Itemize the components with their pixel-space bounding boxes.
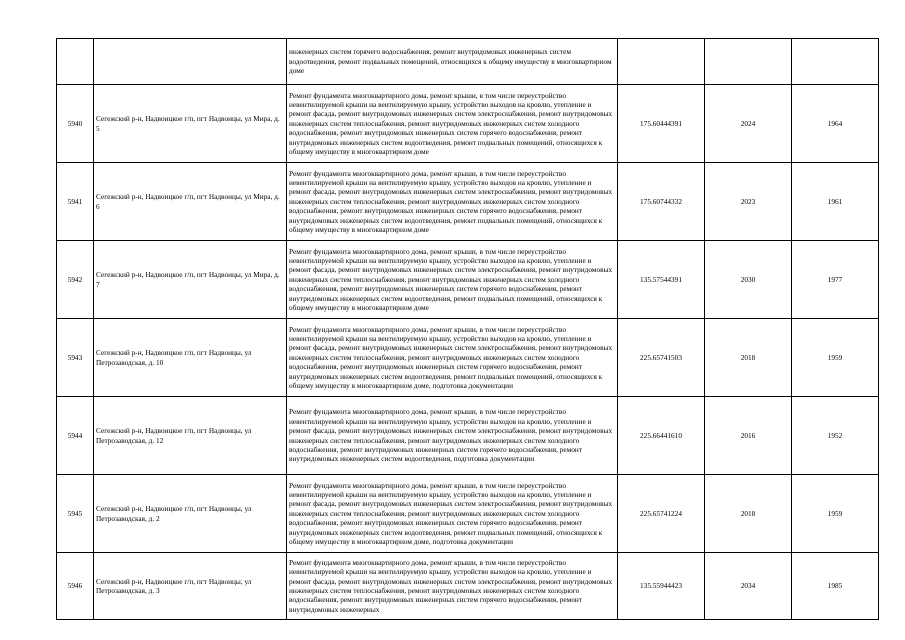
works-text: Ремонт фундамента многоквартирного дома, ремонт крыши, в том числе переустройство невентилируемой крыши на вентилируемую крышу, устройство выходов на кровлю, утепление и ремонт фасада, ремонт внутридомовых инженерных систем электроснабжения, ремонт внутридомовых инженерных систем теплоснабжения, ремонт внутридомовых инженерных систем холодного водоснабжения, ремонт внутридомовых инженерных систем горячего водоснабжения, ремонт внутридомовых инженерных систем водоотведения, ремонт подвальных помещений, относящихся к общему имуществу в многоквартирном доме: [289, 246, 613, 313]
works-cell: [287, 319, 618, 397]
area-cell: 225.65741224: [618, 475, 705, 553]
table-row: [57, 475, 879, 553]
works-cell: [287, 39, 618, 85]
build-year-cell: 1952: [792, 397, 879, 475]
row-number-cell: 5942: [57, 241, 94, 319]
works-text: инженерных систем горячего водоснабжения, ремонт внутридомовых инженерных систем водоотведения, ремонт подвальных помещений, относящихся к общему имуществу в многоквартирном доме: [289, 47, 612, 76]
area-cell: 135.57544391: [618, 241, 705, 319]
table-row: [57, 39, 879, 85]
build-year-cell: 1959: [792, 475, 879, 553]
planned-year-cell: 2034: [705, 553, 792, 620]
address-cell: Сегежский р-н, Надвоицкое г/п, пгт Надвоицы, ул Петрозаводская, д. 3: [94, 553, 287, 620]
table-row: [57, 319, 879, 397]
works-text: Ремонт фундамента многоквартирного дома, ремонт крыши, в том числе переустройство невентилируемой крыши на вентилируемую крышу, устройство выходов на кровлю, утепление и ремонт фасада, ремонт внутридомовых инженерных систем электроснабжения, ремонт внутридомовых инженерных систем теплоснабжения, ремонт внутридомовых инженерных систем холодного водоснабжения, ремонт внутридомовых инженерных систем горячего водоснабжения, ремонт внутридомовых инженерных систем водоотведения, ремонт подвальных помещений, относящихся к общему имуществу в многоквартирном доме, подготовка документации: [289, 324, 613, 391]
area-cell: 175.60744332: [618, 163, 705, 241]
build-year-cell: 1961: [792, 163, 879, 241]
works-cell: [287, 241, 618, 319]
table-row: [57, 163, 879, 241]
planned-year-cell: 2030: [705, 241, 792, 319]
capital-repair-table: [56, 38, 879, 620]
area-cell: 225.65741503: [618, 319, 705, 397]
row-number-cell: 5943: [57, 319, 94, 397]
build-year-cell: 1977: [792, 241, 879, 319]
address-cell: Сегежский р-н, Надвоицкое г/п, пгт Надвоицы, ул Мира, д. 6: [94, 163, 287, 241]
works-text: Ремонт фундамента многоквартирного дома, ремонт крыши, в том числе переустройство невентилируемой крыши на вентилируемую крышу, устройство выходов на кровлю, утепление и ремонт фасада, ремонт внутридомовых инженерных систем электроснабжения, ремонт внутридомовых инженерных систем теплоснабжения, ремонт внутридомовых инженерных систем холодного водоснабжения, ремонт внутридомовых инженерных систем горячего водоснабжения, ремонт внутридомовых инженерных систем водоотведения, подготовка документации: [289, 407, 613, 464]
table-row: [57, 241, 879, 319]
works-cell: [287, 397, 618, 475]
build-year-cell: 1985: [792, 553, 879, 620]
planned-year-cell: 2016: [705, 397, 792, 475]
address-cell: Сегежский р-н, Надвоицкое г/п, пгт Надвоицы, ул Петрозаводская, д. 10: [94, 319, 287, 397]
area-cell: [618, 39, 705, 85]
planned-year-cell: 2024: [705, 85, 792, 163]
address-cell: Сегежский р-н, Надвоицкое г/п, пгт Надвоицы, ул Мира, д. 5: [94, 85, 287, 163]
build-year-cell: 1959: [792, 319, 879, 397]
works-cell: [287, 163, 618, 241]
table-row: [57, 553, 879, 620]
works-text: Ремонт фундамента многоквартирного дома, ремонт крыши, в том числе переустройство невентилируемой крыши на вентилируемую крышу, устройство выходов на кровлю, утепление и ремонт фасада, ремонт внутридомовых инженерных систем электроснабжения, ремонт внутридомовых инженерных систем теплоснабжения, ремонт внутридомовых инженерных систем холодного водоснабжения, ремонт внутридомовых инженерных систем горячего водоснабжения, ремонт внутридомовых инженерных систем водоотведения, ремонт подвальных помещений, относящихся к общему имуществу в многоквартирном доме: [289, 168, 613, 235]
row-number-cell: 5946: [57, 553, 94, 620]
row-number-cell: 5945: [57, 475, 94, 553]
address-cell: [94, 39, 287, 85]
planned-year-cell: 2018: [705, 475, 792, 553]
works-text: Ремонт фундамента многоквартирного дома, ремонт крыши, в том числе переустройство невентилируемой крыши на вентилируемую крышу, устройство выходов на кровлю, утепление и ремонт фасада, ремонт внутридомовых инженерных систем электроснабжения, ремонт внутридомовых инженерных систем теплоснабжения, ремонт внутридомовых инженерных систем холодного водоснабжения, ремонт внутридомовых инженерных систем горячего водоснабжения, ремонт внутридомовых инженерных систем водоотведения, ремонт подвальных помещений, относящихся к общему имуществу в многоквартирном доме: [289, 90, 613, 157]
planned-year-cell: 2018: [705, 319, 792, 397]
planned-year-cell: [705, 39, 792, 85]
works-cell: [287, 475, 618, 553]
row-number-cell: 5944: [57, 397, 94, 475]
area-cell: 135.55944423: [618, 553, 705, 620]
build-year-cell: 1964: [792, 85, 879, 163]
area-cell: 225.66441610: [618, 397, 705, 475]
table-row: [57, 85, 879, 163]
address-cell: Сегежский р-н, Надвоицкое г/п, пгт Надвоицы, ул Петрозаводская, д. 12: [94, 397, 287, 475]
address-cell: Сегежский р-н, Надвоицкое г/п, пгт Надвоицы, ул Мира, д. 7: [94, 241, 287, 319]
planned-year-cell: 2023: [705, 163, 792, 241]
works-text: Ремонт фундамента многоквартирного дома, ремонт крыши, в том числе переустройство невентилируемой крыши на вентилируемую крышу, устройство выходов на кровлю, утепление и ремонт фасада, ремонт внутридомовых инженерных систем электроснабжения, ремонт внутридомовых инженерных систем теплоснабжения, ремонт внутридомовых инженерных систем холодного водоснабжения, ремонт внутридомовых инженерных систем горячего водоснабжения, ремонт внутридомовых инженерных систем водоотведения, ремонт подвальных помещений, относящихся к общему имуществу в многоквартирном доме, подготовка документации: [289, 480, 613, 547]
build-year-cell: [792, 39, 879, 85]
row-number-cell: 5940: [57, 85, 94, 163]
works-cell: [287, 85, 618, 163]
row-number-cell: 5941: [57, 163, 94, 241]
area-cell: 175.60444391: [618, 85, 705, 163]
table-row: [57, 397, 879, 475]
works-text: Ремонт фундамента многоквартирного дома, ремонт крыши, в том числе переустройство невентилируемой крыши на вентилируемую крышу, устройство выходов на кровлю, утепление и ремонт фасада, ремонт внутридомовых инженерных систем электроснабжения, ремонт внутридомовых инженерных систем теплоснабжения, ремонт внутридомовых инженерных систем холодного водоснабжения, ремонт внутридомовых инженерных систем горячего водоснабжения, ремонт внутридомовых инженерных: [289, 557, 613, 614]
address-cell: Сегежский р-н, Надвоицкое г/п, пгт Надвоицы, ул Петрозаводская, д. 2: [94, 475, 287, 553]
row-number-cell: [57, 39, 94, 85]
works-cell: [287, 553, 618, 620]
